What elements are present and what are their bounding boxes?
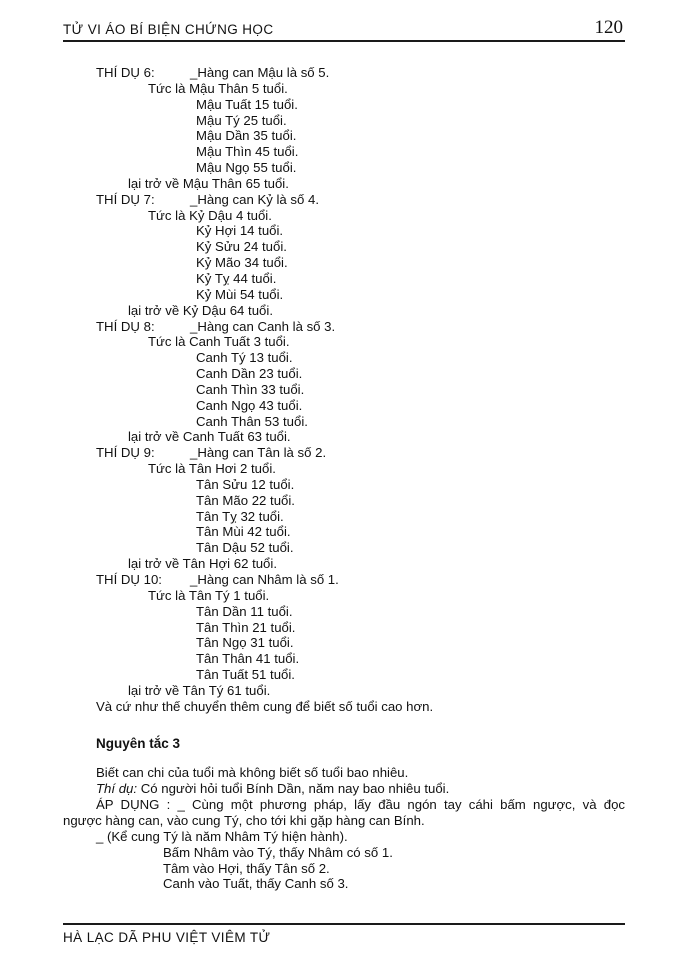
apply-line-1: ÁP DỤNG : _ Cùng một phương pháp, lấy đầu ngón tay cáhi bấm ngược, và đọc xyxy=(96,797,625,813)
age-line: Tân Sửu 12 tuổi. xyxy=(196,476,295,492)
age-line: Canh Thìn 33 tuổi. xyxy=(196,381,305,397)
note-line: _ (Kể cung Tý là năm Nhâm Tý hiện hành). xyxy=(96,828,348,844)
inline-example-label: Thí dụ: xyxy=(96,781,138,797)
paragraph-line xyxy=(63,781,625,797)
example-heading-line xyxy=(63,65,625,81)
age-line: Kỷ Hợi 14 tuổi. xyxy=(196,223,284,239)
age-line: Tân Ngọ 31 tuổi. xyxy=(196,635,294,651)
spacer xyxy=(63,715,625,736)
paragraph-line: Biết can chi của tuổi mà không biết số tuổi bao nhiêu. xyxy=(96,765,409,781)
age-line: Tân Tỵ 32 tuổi. xyxy=(196,508,284,524)
age-line: Kỷ Tỵ 44 tuổi. xyxy=(196,270,277,286)
body-text xyxy=(63,65,625,892)
closing-note: Và cứ như thế chuyển thêm cung để biết số tuổi cao hơn. xyxy=(96,698,434,714)
apply-line-2: ngược hàng can, vào cung Tý, cho tới khi gặp hàng can Bính. xyxy=(63,812,425,828)
example-intro: _Hàng can Nhâm là số 1. xyxy=(190,572,339,587)
example-block-10 xyxy=(63,572,625,699)
step-line: Bấm Nhâm vào Tý, thấy Nhâm có số 1. xyxy=(163,844,393,860)
example-heading-line xyxy=(63,319,625,335)
age-line: Tân Mùi 42 tuổi. xyxy=(196,524,291,540)
age-line: Mậu Ngọ 55 tuổi. xyxy=(196,160,297,176)
page-footer xyxy=(63,923,625,945)
example-intro: _Hàng can Canh là số 3. xyxy=(190,318,336,334)
age-line: Mậu Tuất 15 tuổi. xyxy=(196,96,298,112)
age-line: Mậu Tý 25 tuổi. xyxy=(196,112,287,128)
section-heading: Nguyên tắc 3 xyxy=(96,735,181,751)
step-line: Canh vào Tuất, thấy Canh số 3. xyxy=(163,876,349,892)
age-line: Tân Dậu 52 tuổi. xyxy=(196,540,294,556)
spacer xyxy=(63,751,625,765)
example-heading-line xyxy=(63,445,625,461)
example-intro: _Hàng can Tân là số 2. xyxy=(190,445,327,461)
example-closing-line: lại trở về Tân Tý 61 tuổi. xyxy=(128,682,271,698)
example-label: THÍ DỤ 6: xyxy=(96,65,155,80)
example-block-6 xyxy=(63,65,625,192)
example-block-8 xyxy=(63,319,625,446)
example-closing-line: lại trở về Kỷ Dậu 64 tuổi. xyxy=(128,302,273,318)
age-line: Tân Thân 41 tuổi. xyxy=(196,651,300,667)
example-first-line: Tức là Tân Hơi 2 tuổi. xyxy=(148,461,276,477)
example-label: THÍ DỤ 8: xyxy=(96,318,155,334)
age-line: Tân Tuất 51 tuổi. xyxy=(196,667,295,683)
example-closing-line: lại trở về Canh Tuất 63 tuổi. xyxy=(128,429,291,445)
age-line: Tân Dần 11 tuổi. xyxy=(196,603,293,619)
example-heading-line xyxy=(63,192,625,208)
example-closing-line: lại trở về Tân Hợi 62 tuổi. xyxy=(128,556,277,572)
age-line: Tân Mão 22 tuổi. xyxy=(196,492,295,508)
age-line: Tân Thìn 21 tuổi. xyxy=(196,619,296,635)
age-line: Canh Ngọ 43 tuổi. xyxy=(196,397,303,413)
age-line: Canh Dần 23 tuổi. xyxy=(196,366,303,382)
footer-text: HÀ LẠC DÃ PHU VIỆT VIÊM TỬ xyxy=(63,930,271,945)
example-label: THÍ DỤ 9: xyxy=(96,445,155,461)
age-line: Kỷ Mão 34 tuổi. xyxy=(196,255,288,271)
step-line: Tâm vào Hợi, thấy Tân số 2. xyxy=(163,860,330,876)
age-line: Kỷ Sửu 24 tuổi. xyxy=(196,239,287,255)
age-line: Mậu Dần 35 tuổi. xyxy=(196,128,297,144)
age-line: Canh Thân 53 tuổi. xyxy=(196,413,308,429)
example-first-line: Tức là Tân Tý 1 tuổi. xyxy=(148,587,270,603)
age-line: Mậu Thìn 45 tuổi. xyxy=(196,144,299,160)
example-first-line: Tức là Mậu Thân 5 tuổi. xyxy=(148,80,288,96)
book-title: TỬ VI ÁO BÍ BIỆN CHỨNG HỌC xyxy=(63,22,274,37)
age-line: Canh Tý 13 tuổi. xyxy=(196,350,293,366)
inline-example-text: Có người hỏi tuổi Bính Dần, năm nay bao nhiêu tuổi. xyxy=(140,781,450,797)
example-intro: _Hàng can Mậu là số 5. xyxy=(190,65,330,80)
page-number: 120 xyxy=(594,17,623,38)
example-first-line: Tức là Kỷ Dậu 4 tuổi. xyxy=(148,207,272,223)
example-closing-line: lại trở về Mậu Thân 65 tuổi. xyxy=(128,175,289,191)
example-label: THÍ DỤ 10: xyxy=(96,572,162,587)
example-first-line: Tức là Canh Tuất 3 tuổi. xyxy=(148,334,290,350)
example-intro: _Hàng can Kỷ là số 4. xyxy=(190,191,320,207)
example-block-9 xyxy=(63,445,625,572)
page-header xyxy=(63,18,625,42)
age-line: Kỷ Mùi 54 tuổi. xyxy=(196,286,284,302)
example-block-7 xyxy=(63,192,625,319)
example-heading-line xyxy=(63,572,625,588)
example-label: THÍ DỤ 7: xyxy=(96,191,155,207)
